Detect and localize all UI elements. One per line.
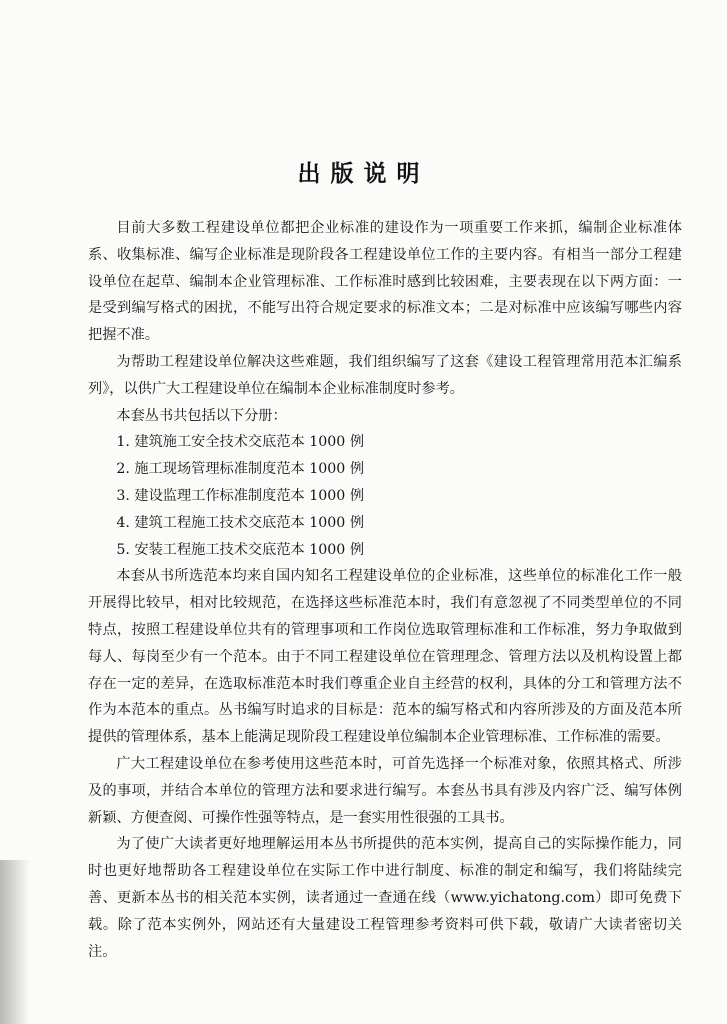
paragraph-usage: 广大工程建设单位在参考使用这些范本时，可首先选择一个标准对象，依照其格式、所涉及的事项，并结合本单位的管理方法和要求进行编写。本套丛书具有涉及内容广泛、编写体例新颖、方便查阅、可操作性强等特点，是一套实用性很强的工具书。 [88,755,682,826]
paragraph-website: 为了使广大读者更好地理解运用本丛书所提供的范本实例，提高自己的实际操作能力，同时也更好地帮助各工程建设单位在实际工作中进行制度、标准的制定和编写，我们将陆续完善、更新本丛书的相关范本实例，读者通过一查通在线（www.yichatong.com）即可免费下载。除了范本实例外，网站还有大量建设工程管理参考资料可供下载，敬请广大读者密切关注。 [88,836,682,960]
document-body [88,215,682,965]
book-spine-shadow [0,860,30,1024]
page-title: 出版说明 [297,161,430,187]
paragraph-series-intro: 本套丛书共包括以下分册： [116,407,287,424]
paragraph-purpose: 为帮助工程建设单位解决这些难题，我们组织编写了这套《建设工程管理常用范本汇编系列》，以供广大工程建设单位在编制本企业标准制度时参考。 [88,353,682,397]
paragraph-intro: 目前大多数工程建设单位都把企业标准的建设作为一项重要工作来抓，编制企业标准体系、收集标准、编写企业标准是现阶段各工程建设单位工作的主要内容。有相当一部分工程建设单位在起草、编制本企业管理标准、工作标准时感到比较困难，主要表现在以下两方面：一是受到编写格式的困扰，不能写出符合规定要求的标准文本；二是对标准中应该编写哪些内容把握不准。 [88,220,682,344]
list-item: 4. 建筑工程施工技术交底范本 1000 例 [116,514,365,531]
list-item: 2. 施工现场管理标准制度范本 1000 例 [116,461,365,478]
list-item: 3. 建设监理工作标准制度范本 1000 例 [116,487,365,504]
list-item: 1. 建筑施工安全技术交底范本 1000 例 [116,434,365,451]
list-item: 5. 安装工程施工技术交底范本 1000 例 [116,541,365,558]
paragraph-sources: 本套从书所选范本均来自国内知名工程建设单位的企业标准，这些单位的标准化工作一般开展得比较早，相对比较规范，在选择这些标准范本时，我们有意忽视了不同类型单位的不同特点，按照工程建设单位共有的管理事项和工作岗位选取管理标准和工作标准，努力争取做到每人、每岗至少有一个范本。由于不同工程建设单位在管理理念、管理方法以及机构设置上都存在一定的差异，在选取标准范本时我们尊重企业自主经营的权利，具体的分工和管理方法不作为本范本的重点。丛书编写时追求的目标是：范本的编写格式和内容所涉及的方面及范本所提供的管理体系，基本上能满足现阶段工程建设单位编制本企业管理标准、工作标准的需要。 [88,568,682,746]
